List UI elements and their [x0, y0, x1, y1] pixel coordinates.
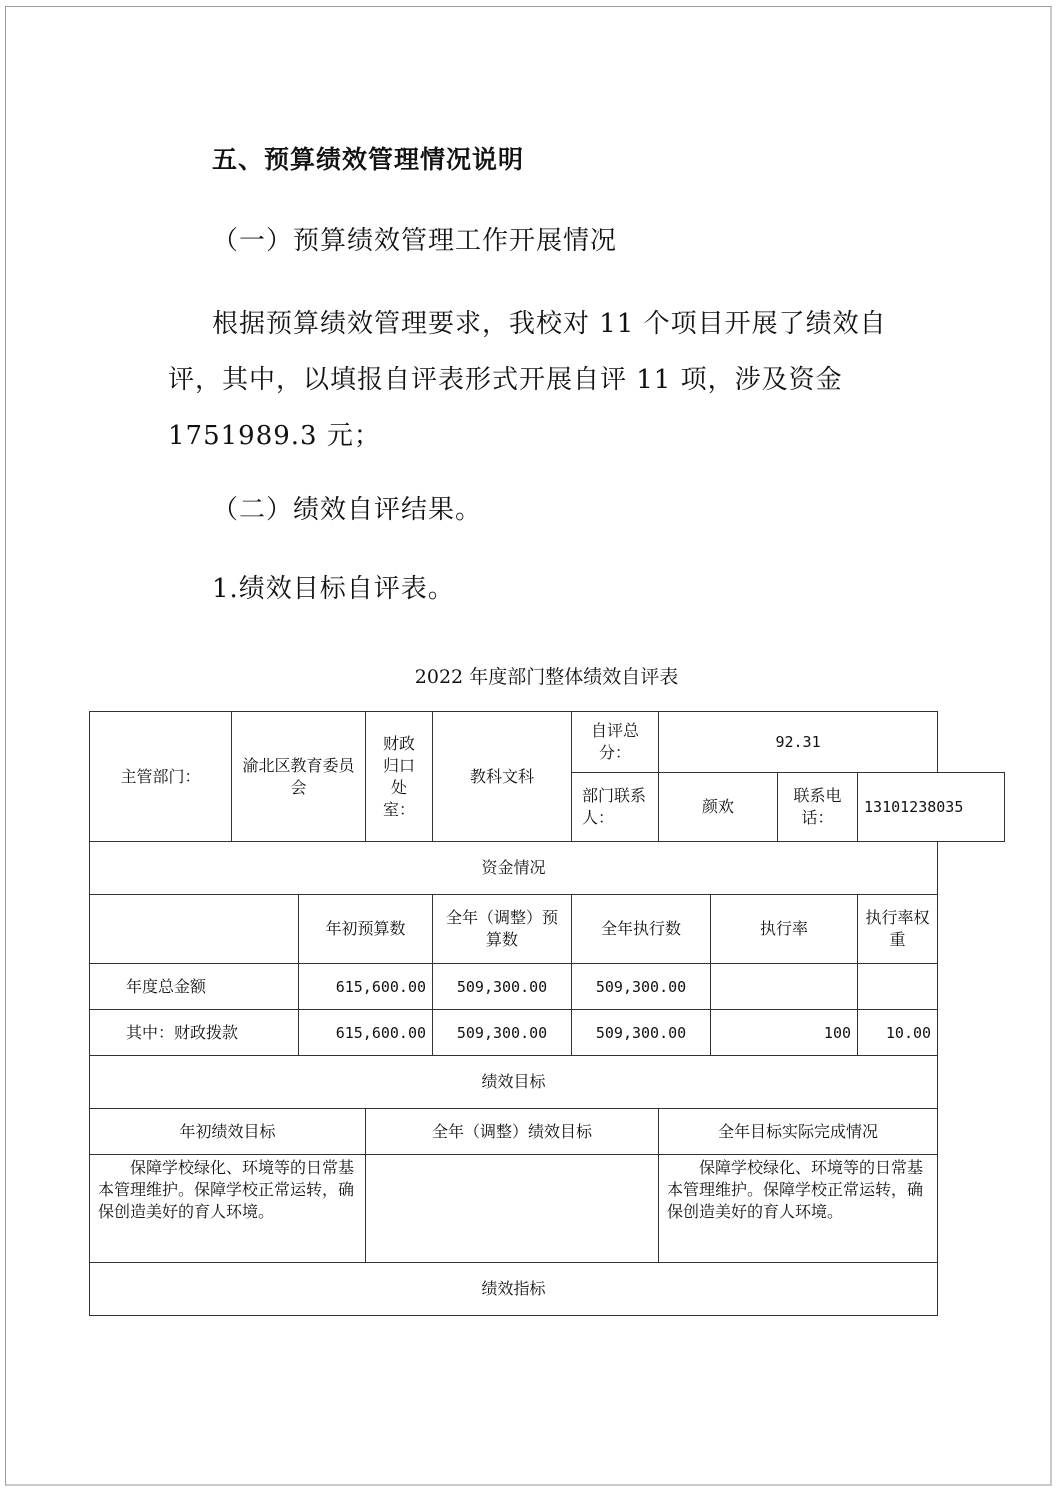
funds-row-weight — [858, 964, 938, 1010]
section-heading: 五、预算绩效管理情况说明 — [212, 145, 525, 174]
funds-row-weight: 10.00 — [858, 1010, 938, 1056]
funds-row-rate — [711, 964, 858, 1010]
score-label-cell: 自评总分： — [572, 712, 659, 773]
funds-row-adjusted: 509,300.00 — [433, 964, 572, 1010]
phone-label-cell: 联系电话： — [778, 773, 858, 842]
funds-header-weight: 执行率权重 — [858, 895, 938, 964]
fin-label-cell: 财政归口处室： — [366, 712, 433, 842]
goals-adjusted-text — [366, 1155, 659, 1263]
subsection-heading-results: （二）绩效自评结果。 — [212, 495, 483, 525]
goals-header-adjusted: 全年（调整）绩效目标 — [366, 1109, 659, 1155]
funds-row-label: 其中：财政拨款 — [90, 1010, 299, 1056]
table-row — [90, 1056, 1005, 1109]
indicators-section-header: 绩效指标 — [90, 1263, 938, 1316]
funds-row-executed: 509,300.00 — [572, 964, 711, 1010]
table-title: 2022 年度部门整体绩效自评表 — [414, 666, 679, 688]
table-row — [90, 1263, 1005, 1316]
subsection-heading-work: （一）预算绩效管理工作开展情况 — [212, 226, 618, 256]
table-row — [90, 1109, 1005, 1155]
evaluation-table — [89, 711, 1005, 1316]
funds-row-initial: 615,600.00 — [299, 964, 433, 1010]
contact-label-cell: 部门联系人： — [572, 773, 659, 842]
item-heading: 1.绩效目标自评表。 — [212, 574, 455, 604]
funds-row-adjusted: 509,300.00 — [433, 1010, 572, 1056]
funds-row-executed: 509,300.00 — [572, 1010, 711, 1056]
funds-header-executed: 全年执行数 — [572, 895, 711, 964]
goals-header-actual: 全年目标实际完成情况 — [659, 1109, 938, 1155]
table-row — [90, 964, 1005, 1010]
table-row — [90, 842, 1005, 895]
goals-section-header: 绩效目标 — [90, 1056, 938, 1109]
funds-row-initial: 615,600.00 — [299, 1010, 433, 1056]
dept-value-cell: 渝北区教育委员会 — [232, 712, 366, 842]
funds-section-header: 资金情况 — [90, 842, 938, 895]
funds-header-adjusted: 全年（调整）预算数 — [433, 895, 572, 964]
funds-header-blank — [90, 895, 299, 964]
funds-row-label: 年度总金额 — [90, 964, 299, 1010]
funds-row-rate: 100 — [711, 1010, 858, 1056]
table-row — [90, 1010, 1005, 1056]
funds-header-rate: 执行率 — [711, 895, 858, 964]
goals-initial-text: 保障学校绿化、环境等的日常基本管理维护。保障学校正常运转，确保创造美好的育人环境。 — [90, 1155, 366, 1263]
dept-label-cell: 主管部门： — [90, 712, 232, 842]
goals-header-initial: 年初绩效目标 — [90, 1109, 366, 1155]
fin-value-cell: 教科文科 — [433, 712, 572, 842]
phone-value-cell: 13101238035 — [858, 773, 1005, 842]
score-value-cell: 92.31 — [659, 712, 938, 773]
body-paragraph: 根据预算绩效管理要求，我校对 11 个项目开展了绩效自评，其中，以填报自评表形式开展自评 11 项，涉及资金 1751989.3 元； — [168, 309, 887, 451]
contact-value-cell: 颜欢 — [659, 773, 778, 842]
table-row — [90, 895, 1005, 964]
goals-actual-text: 保障学校绿化、环境等的日常基本管理维护。保障学校正常运转，确保创造美好的育人环境。 — [659, 1155, 938, 1263]
table-row — [90, 712, 1005, 773]
funds-header-initial: 年初预算数 — [299, 895, 433, 964]
table-row — [90, 1155, 1005, 1263]
